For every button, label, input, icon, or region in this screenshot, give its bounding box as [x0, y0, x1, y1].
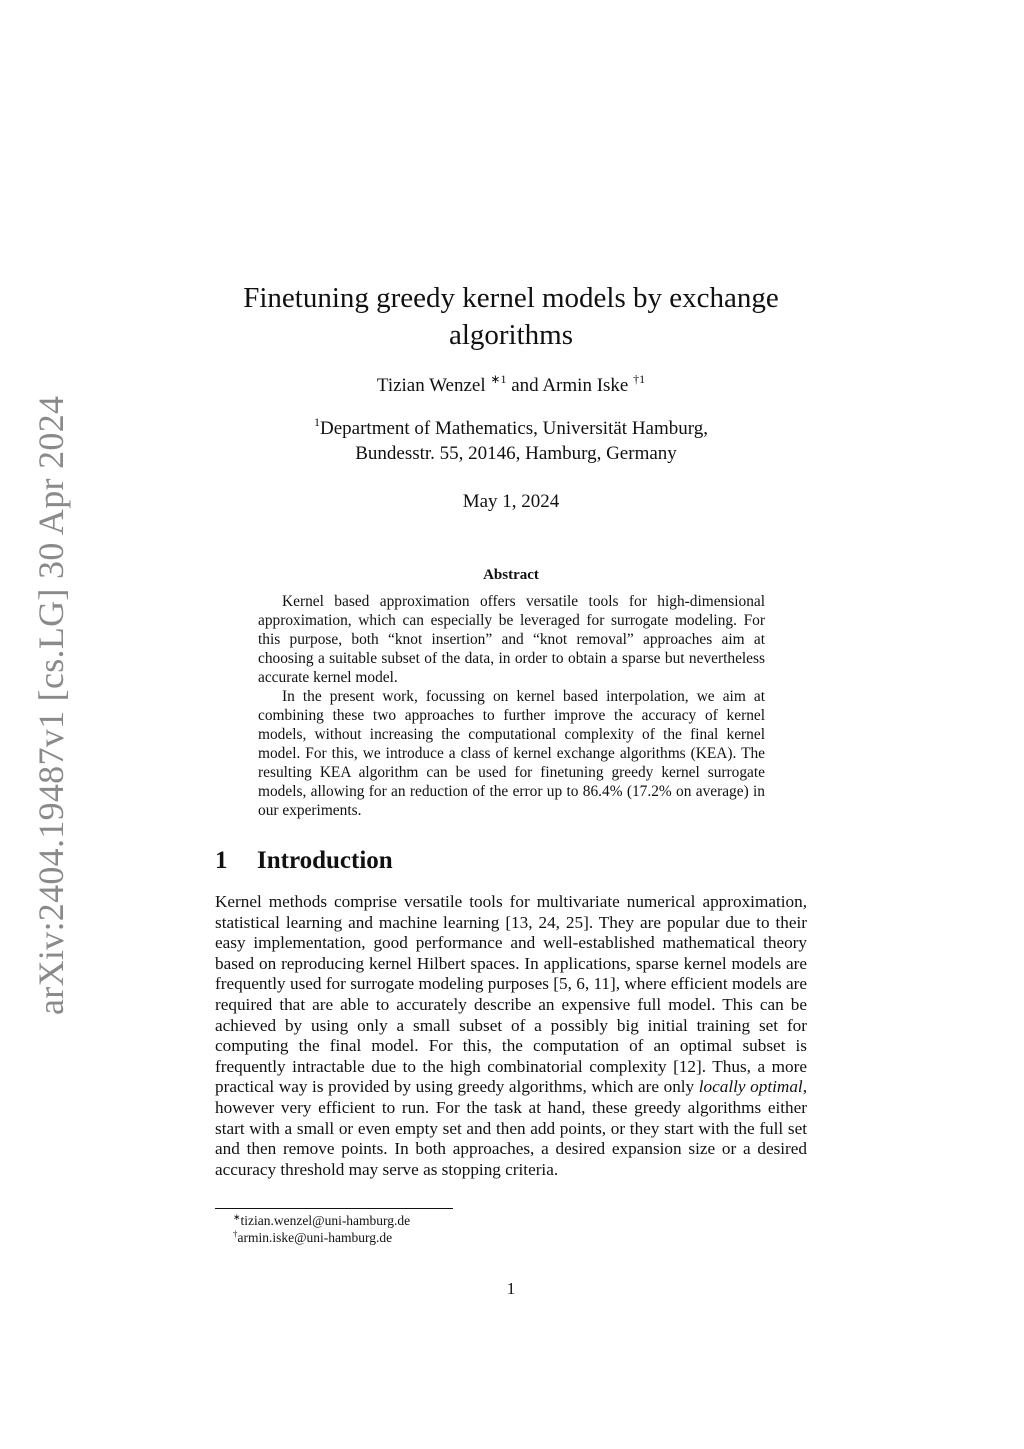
abstract-body	[258, 592, 765, 820]
author-2-name: and Armin Iske	[506, 375, 634, 396]
author-2-footnote-mark: †1	[633, 372, 646, 386]
arxiv-identifier-stamp: arXiv:2404.19487v1 [cs.LG] 30 Apr 2024	[31, 395, 71, 1015]
footnote-rule	[215, 1208, 453, 1209]
paper-title	[215, 280, 807, 354]
footnote-1	[233, 1212, 410, 1229]
section-title: Introduction	[257, 847, 393, 874]
affiliation-line-2: Bundesstr. 55, 20146, Hamburg, Germany	[355, 443, 677, 464]
title-line-2: algorithms	[448, 319, 574, 351]
affiliation-line-1: Department of Mathematics, Universität Hamburg,	[320, 418, 708, 439]
abstract-paragraph-1: Kernel based approximation offers versatile tools for high-dimensional approximation, which can especially be leveraged for surrogate modeling. For this purpose, both “knot insertion” and “knot removal” approaches aim at choosing a suitable subset of the data, in order to obtain a sparse but nevertheless accurate kernel model.	[258, 593, 765, 686]
author-1-footnote-mark: ∗1	[490, 372, 507, 386]
intro-emphasis: locally optimal	[698, 1077, 803, 1097]
abstract-heading: Abstract	[483, 567, 539, 583]
intro-text-part-1: Kernel methods comprise versatile tools for multivariate numerical approximation, statistical learning and machine learning [13, 24, 25]. They are popular due to their easy implementation, good performance and well-established mathematical theory based on reproducing kernel Hilbert spaces. In applications, sparse kernel models are frequently used for surrogate modeling purposes [5, 6, 11], where efficient models are required that are able to accurately describe an expensive full model. This can be achieved by using only a small subset of a possibly big initial training set for computing the final model. For this, the computation of an optimal subset is frequently intractable due to the high combinatorial complexity [12]. Thus, a more practical way is provided by using greedy algorithms, which are only	[215, 892, 807, 1097]
page-number: 1	[506, 1279, 516, 1298]
footnote-2-email: armin.iske@uni-hamburg.de	[237, 1230, 393, 1245]
author-list	[215, 373, 807, 399]
footnote-1-email: tizian.wenzel@uni-hamburg.de	[240, 1213, 411, 1228]
footnotes	[233, 1212, 410, 1246]
footnote-1-mark: ∗	[233, 1212, 241, 1222]
section-number: 1	[215, 847, 228, 874]
affiliation-mark: 1	[314, 415, 320, 429]
abstract-paragraph-2: In the present work, focussing on kernel based interpolation, we aim at combining these two approaches to further improve the accuracy of kernel models, without increasing the computational complexity of the final kernel model. For this, we introduce a class of kernel exchange algorithms (KEA). The resulting KEA algorithm can be used for finetuning greedy kernel surrogate models, allowing for an reduction of the error up to 86.4% (17.2% on average) in our experiments.	[258, 688, 765, 819]
introduction-paragraph	[215, 892, 807, 1180]
author-1-name: Tizian Wenzel	[376, 375, 491, 396]
footnote-2-mark: †	[233, 1229, 238, 1239]
intro-text-part-2: , however very efficient to run. For the task at hand, these greedy algorithms either start with a small or even empty set and then add points, or they start with the full set and then remove points. In both approaches, a desired expansion size or a desired accuracy threshold may serve as stopping criteria.	[215, 1077, 807, 1179]
introduction-body	[215, 892, 807, 1180]
title-line-1: Finetuning greedy kernel models by exchange	[243, 282, 779, 314]
affiliation	[215, 416, 807, 466]
footnote-2	[233, 1229, 410, 1246]
paper-date: May 1, 2024	[462, 491, 560, 512]
section-heading-introduction	[215, 847, 393, 875]
